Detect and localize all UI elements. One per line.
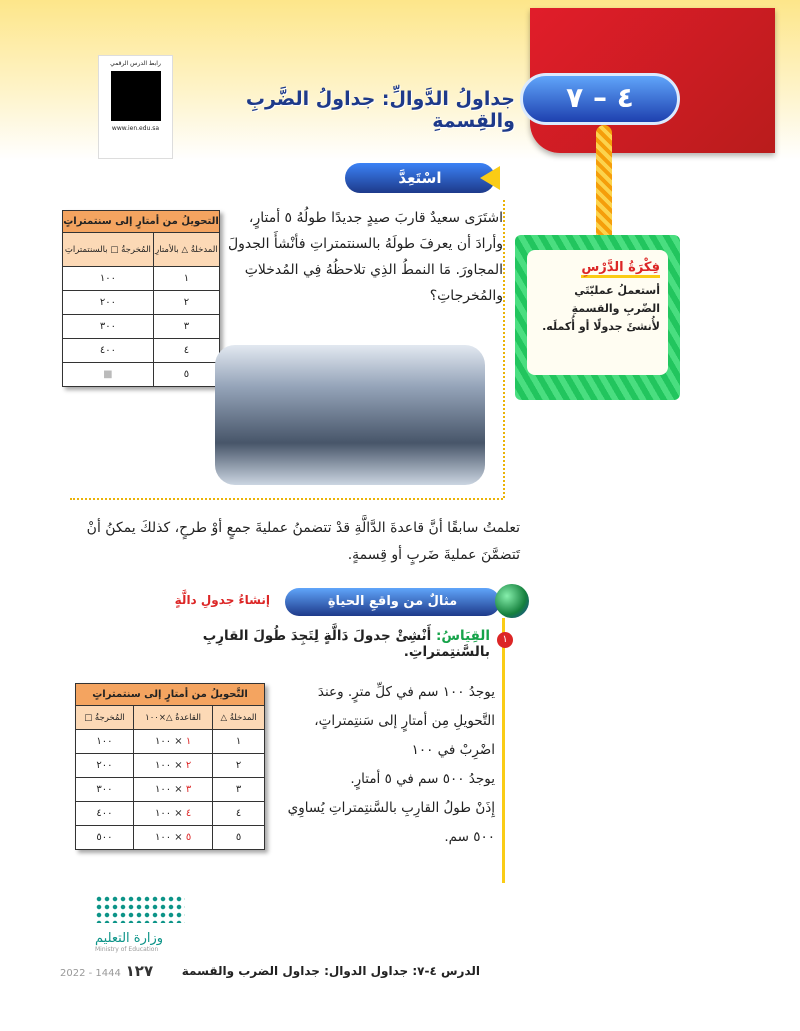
table-row: ١ ١٠٠ <box>63 267 220 291</box>
conversion-table-1 <box>62 210 220 387</box>
intro-text: تعلمتُ سابقًا أنَّ قاعدةَ الدَّالَّةِ قدْ تتضمنُ عمليةَ جمعٍ أوْ طرحٍ، كذلكَ يمكنُ أنْ تَتضمَّنَ عمليةَ ضَربٍ أو قِسمةٍ. <box>86 520 520 563</box>
divider <box>503 200 505 498</box>
get-ready-text: اشتَرَى سعيدٌ قاربَ صيدٍ جديدًا طولُهُ ٥ أمتارٍ، وأرادَ أن يعرفَ طولَهُ بالسنتمتراتِ فأنْشأَ الجدولَ المجاورَ. مَا النمطُ الذِي تلاحظُهُ فِي المُدخلاتِ والمُخرجاتِ؟ <box>227 210 503 304</box>
conversion-table-2: التَّحويلُ من أمتارٍ إلى سنتمتراتٍ المدخلةُ △ القاعدةُ △×١٠٠ المُخرجةُ □ ١ ١ × ١٠٠ ١٠٠ ٢ ٢ × ١٠٠ ٢٠٠ ٣ ٣ × ١٠٠ ٣٠٠ ٤ ٤ × ١٠٠ ٤٠٠ ٥ ٥ × ١٠٠ ٥٠٠ <box>75 683 265 850</box>
divider <box>70 498 503 500</box>
footer-lesson-ref: الدرس ٤-٧: جداول الدوال: جداول الضرب والقسمة <box>181 964 480 978</box>
table-row: ٣ ٣٠٠ <box>63 315 220 339</box>
qr-url[interactable]: www.ien.edu.sa <box>111 125 160 132</box>
table-header: المُخرجةُ □ بالسنتمتراتِ <box>63 233 154 267</box>
table-caption: التحويلُ من أمتارٍ إلى سنتمتراتٍ <box>63 211 220 233</box>
table-row: ٢ ٢ × ١٠٠ ٢٠٠ <box>76 754 265 778</box>
qr-code-box[interactable] <box>98 55 173 159</box>
table-header: المدخلةُ △ بالأمتارِ <box>153 233 219 267</box>
ministry-logo: وزارة التعليم Ministry of Education <box>95 895 190 953</box>
lesson-idea-card <box>515 235 680 400</box>
divider <box>502 618 505 883</box>
example-question: القِيَاسُ: أَنْشِئْ جدولَ دَالَّةٍ لِتَجِدَ طُولَ القارِبِ بالسَّنتِمتراتِ. <box>202 628 490 660</box>
example-subtitle: إنشاءُ جدولِ دالَّةٍ <box>174 593 270 607</box>
lesson-idea-text: أستعملُ عمليّتَي الضّربِ والقسمةِ لأُنشئَ جدولًا أو أُكملَه. <box>542 284 660 333</box>
table-row: ٣ ٣ × ١٠٠ ٣٠٠ <box>76 778 265 802</box>
table-row: ٤ ٤٠٠ <box>63 339 220 363</box>
table-caption: التَّحويلُ من أمتارٍ إلى سنتمتراتٍ <box>76 684 265 706</box>
question-number: ١ <box>497 632 513 648</box>
page-number: 2022 - 1444 ١٢٧ <box>60 962 154 980</box>
table-row: ١ ١ × ١٠٠ ١٠٠ <box>76 730 265 754</box>
qr-code-icon <box>111 71 161 121</box>
get-ready-banner: اسْتَعِدَّ <box>345 163 495 193</box>
lesson-title: جداولُ الدَّوالِّ: جداولُ الضَّربِ والقِسمةِ <box>245 88 515 132</box>
solution-text: يوجدُ ١٠٠ سم في كلِّ مترٍ. وعندَ التَّحويلِ مِن أمتارٍ إلى سَنتِمتراتٍ، اضْرِبْ في ١٠٠ يوجدُ ٥٠٠ سم في ٥ أمتارٍ. إِذَنْ طولُ القارِبِ بالسَّنتِمتراتِ يُساوِي ٥٠٠ سم. <box>287 684 495 845</box>
qr-label: رابط الدرس الرقمي <box>110 60 161 67</box>
table-row: ٥ ٥ × ١٠٠ ٥٠٠ <box>76 826 265 850</box>
triangle-icon <box>480 166 500 190</box>
logo-dots-icon <box>95 895 185 923</box>
table-row: ٢ ٢٠٠ <box>63 291 220 315</box>
fishing-boat-photo <box>215 345 485 485</box>
table-row: ٥ ■ <box>63 363 220 387</box>
lesson-idea-title: فِكْرَةُ الدَّرْسِ <box>581 260 660 278</box>
table-row: ٤ ٤ × ١٠٠ ٤٠٠ <box>76 802 265 826</box>
example-banner: مثالٌ من واقعِ الحياةِ <box>285 588 500 616</box>
lesson-number: ٤ – ٧ <box>520 73 680 125</box>
globe-icon <box>495 584 529 618</box>
